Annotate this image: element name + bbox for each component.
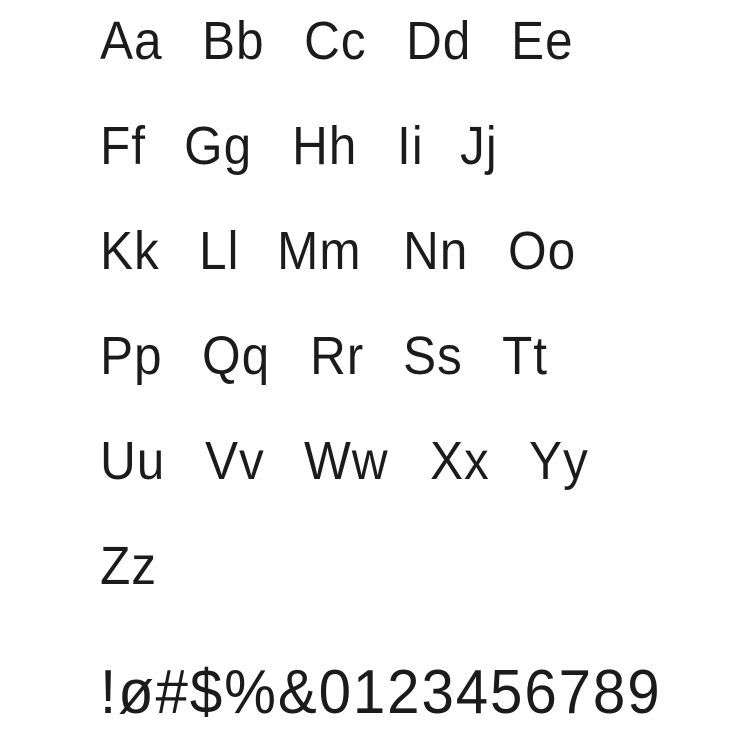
letter-pair: Ss: [403, 326, 463, 386]
letter-pair: Ww: [304, 431, 389, 491]
letter-pair: Qq: [202, 326, 271, 386]
alphabet-row: [100, 431, 690, 539]
alphabet-row: [100, 536, 690, 644]
letter-pair: Tt: [502, 326, 549, 386]
letter-pair: Rr: [310, 326, 365, 386]
letter-pair: Bb: [202, 11, 265, 71]
letter-pair: Uu: [100, 431, 166, 491]
letter-pair: Kk: [100, 221, 160, 281]
letter-pair: Xx: [430, 431, 490, 491]
alphabet-block: [100, 11, 690, 727]
letter-pair: Ii: [397, 116, 424, 176]
letter-pair: Vv: [205, 431, 265, 491]
symbols-line: !ø#$%&0123456789: [100, 658, 662, 727]
letter-pair: Pp: [100, 326, 163, 386]
alphabet-row: [100, 221, 690, 329]
letter-pair: Gg: [184, 116, 253, 176]
letter-pair: Zz: [100, 536, 158, 596]
letter-pair: Hh: [292, 116, 358, 176]
letter-pair: Ff: [100, 116, 146, 176]
symbols-row: [100, 658, 690, 727]
letter-pair: Dd: [406, 11, 472, 71]
letter-pair: Jj: [460, 116, 498, 176]
letter-pair: Aa: [100, 11, 163, 71]
letter-pair: Mm: [277, 221, 362, 281]
letter-pair: Oo: [508, 221, 577, 281]
letter-pair: Yy: [529, 431, 589, 491]
letter-pair: Ll: [199, 221, 240, 281]
letter-pair: Ee: [511, 11, 574, 71]
letter-pair: Nn: [403, 221, 469, 281]
alphabet-row: [100, 116, 690, 224]
alphabet-row: [100, 11, 690, 119]
letter-pair: Cc: [304, 11, 367, 71]
alphabet-row: [100, 326, 690, 434]
